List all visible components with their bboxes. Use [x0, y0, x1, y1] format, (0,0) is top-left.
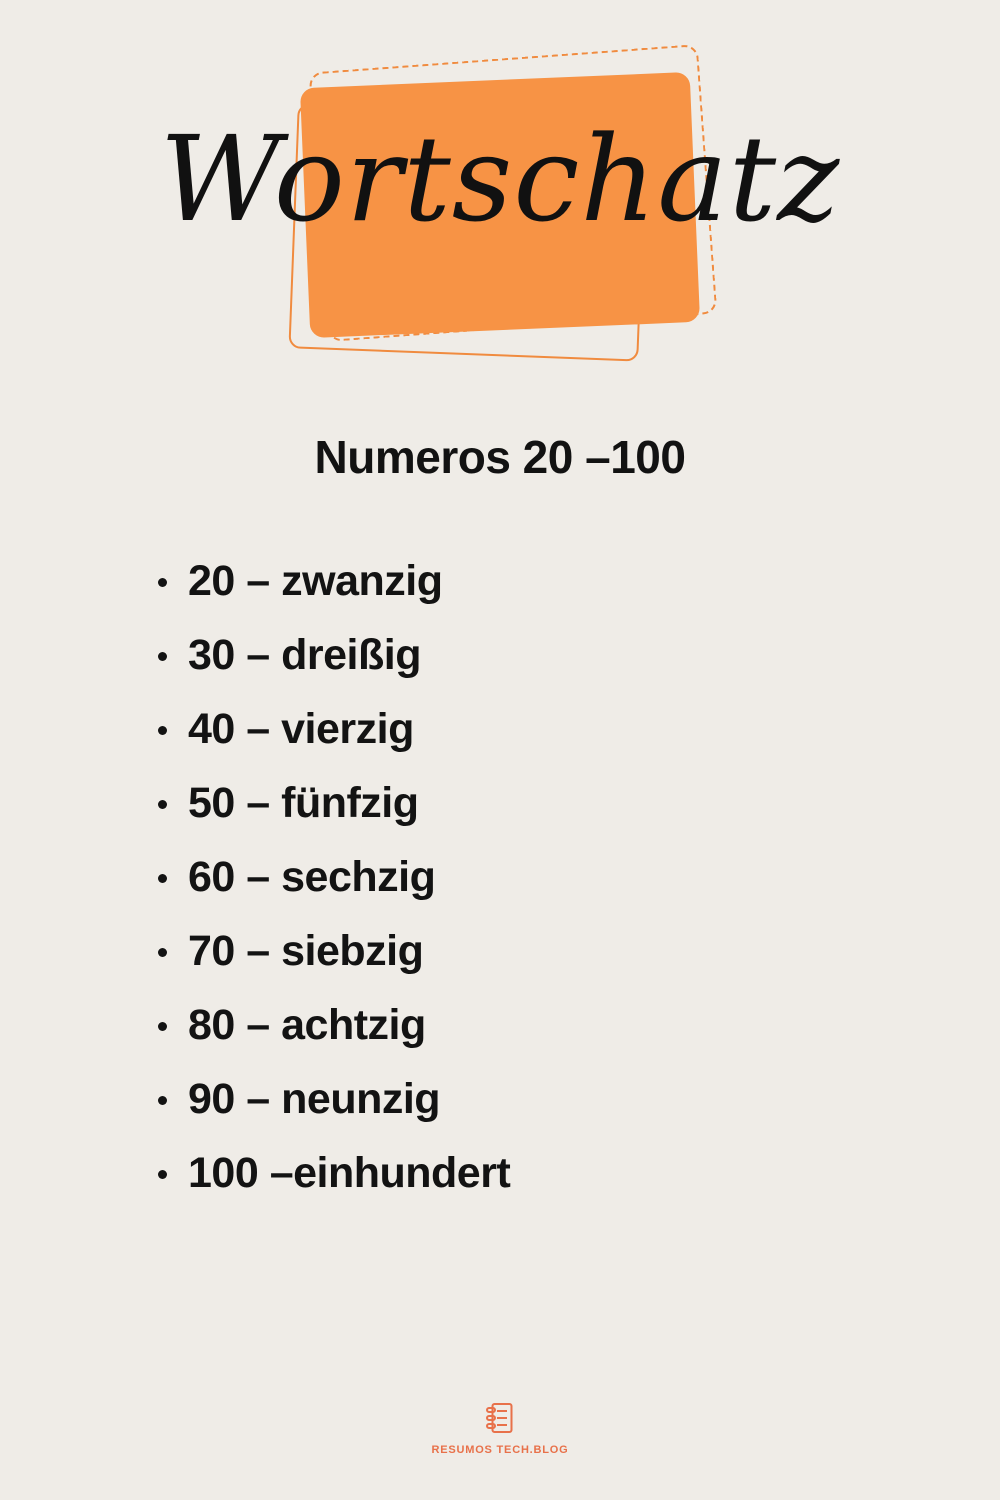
list-item: 70 – siebzig [150, 930, 1000, 973]
list-item: 100 –einhundert [150, 1152, 1000, 1195]
list-item: 40 – vierzig [150, 708, 1000, 751]
script-heading: Wortschatz [159, 110, 841, 248]
list-item: 50 – fünfzig [150, 782, 1000, 825]
vocabulary-list [0, 557, 1000, 1197]
page-title: Numeros 20 –100 [314, 431, 686, 483]
footer [0, 1401, 1000, 1456]
footer-brand: RESUMOS TECH.BLOG [431, 1444, 569, 1456]
list-item: 90 – neunzig [150, 1078, 1000, 1121]
list-item: 20 – zwanzig [150, 560, 1000, 603]
numbers-list [150, 557, 1000, 1197]
list-item: 80 – achtzig [150, 1004, 1000, 1047]
header-graphic [0, 0, 1000, 400]
list-item: 30 – dreißig [150, 634, 1000, 677]
notebook-icon [485, 1401, 515, 1440]
list-item: 60 – sechzig [150, 856, 1000, 899]
